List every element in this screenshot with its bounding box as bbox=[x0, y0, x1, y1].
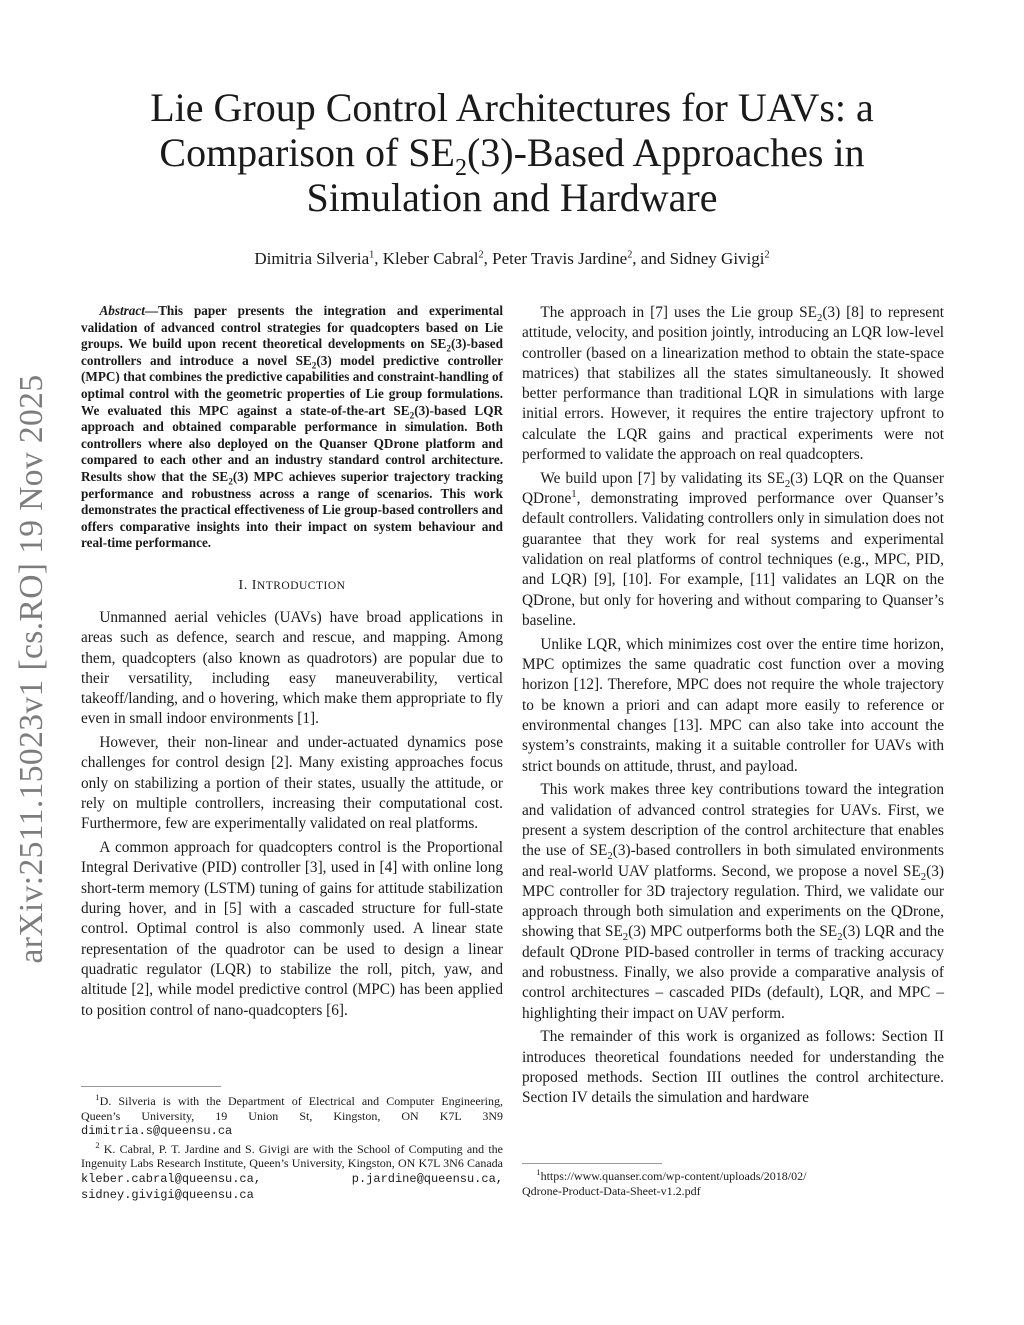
title-line-2-pre: Comparison of SE bbox=[159, 130, 455, 175]
footnote-url-line: https://www.quanser.com/wp-content/uploads/2018/02/ bbox=[540, 1169, 807, 1183]
abstract-text: (3)-based controllers and introduce a novel SE bbox=[81, 336, 503, 368]
subscript: 2 bbox=[622, 931, 629, 944]
paragraph-text: (3) MPC controller for 3D trajectory regulation. Third, we validate our approach through both simulation and experiments on the QDrone, showing that SE bbox=[522, 862, 944, 941]
paragraph bbox=[522, 469, 944, 631]
abstract-text: (3) MPC achieves superior trajectory tracking performance and robustness across a range of scenarios. This work demonstrates the practical effectiveness of Lie group-based controllers and offers comparative insights into their impact on system behaviour and real-time performance. bbox=[81, 468, 503, 551]
abstract-text: —This paper presents the integration and experimental validation of advanced control strategies for quadcopters based on Lie groups. We build upon recent theoretical developments on SE bbox=[81, 303, 503, 352]
footnote-affiliation-1 bbox=[81, 1094, 503, 1139]
abstract-text: (3) model predictive controller (MPC) that combines the predictive capabilities and constraint-handling of optimal control with the geometric properties of Lie group formulations. We evaluated this MPC against a state-of-the-art SE bbox=[81, 352, 503, 418]
author-name: , Peter Travis Jardine bbox=[483, 249, 628, 268]
paragraph: Unmanned aerial vehicles (UAVs) have broad applications in areas such as defence, search and rescue, and mapping. Among them, quadcopters (also known as quadrotors) are popular due to their versatility, including easy maneuverability, vertical takeoff/landing, and o hovering, which make them appropriate to fly even in small indoor environments [1]. bbox=[81, 608, 503, 728]
section-title-initial: I bbox=[251, 577, 257, 593]
subscript: 2 bbox=[311, 360, 317, 371]
arxiv-stamp bbox=[4, 367, 60, 972]
email-address: dimitria.s@queensu.ca bbox=[81, 1124, 233, 1139]
paragraph-text: (3) LQR and the default QDrone PID-based controller in terms of tracking accuracy and robustness. Finally, we also provide a comparative analysis of control architectures – cascaded PIDs (default), LQR, and MPC – highlighting their impact on UAV perform. bbox=[522, 923, 944, 1022]
email-address: kleber.cabral@queensu.ca, p.jardine@queensu.ca, sidney.givigi@queensu.ca bbox=[81, 1171, 503, 1202]
affiliation-mark: 2 bbox=[478, 249, 484, 261]
subscript: 2 bbox=[920, 870, 927, 883]
footnote-mark: 1 bbox=[95, 1093, 100, 1102]
left-column bbox=[81, 303, 503, 1024]
affiliation-mark: 2 bbox=[627, 249, 633, 261]
paragraph: A common approach for quadcopters control is the Proportional Integral Derivative (PID) controller [3], used in [4] with online long short-term memory (LSTM) tuning of gains for attitude stabilization during hover, and in [5] with a cascaded structure for full-state control. Optimal control is also commonly used. A linear state representation of the quadrotor can be used to design a linear quadratic regulator (LQR) to stabilize the roll, pitch, yaw, and altitude [2], while model predictive control (MPC) has been applied to position control of nano-quadcopters [6]. bbox=[81, 839, 503, 1019]
paragraph-text: (3) LQR on the Quanser QDrone bbox=[522, 469, 945, 508]
author-name: Dimitria Silveria bbox=[254, 249, 370, 268]
subscript: 2 bbox=[607, 850, 613, 863]
author-name: , Kleber Cabral bbox=[374, 249, 479, 268]
title-line-2-post: (3)-Based Approaches in bbox=[466, 130, 865, 175]
section-heading-introduction bbox=[81, 578, 503, 594]
subscript: 2 bbox=[446, 343, 451, 354]
author-list bbox=[110, 248, 914, 270]
title-subscript: 2 bbox=[454, 155, 467, 181]
title-line-1: Lie Group Control Architectures for UAVs: a bbox=[150, 85, 874, 130]
footnote-url bbox=[522, 1169, 944, 1198]
paragraph bbox=[522, 303, 944, 465]
footnote-text: K. Cabral, P. T. Jardine and S. Givigi are with the School of Computing and the Ingenuity Labs Research Institute, Queen’s University, Kingston, ON K7L 3N6 Canada bbox=[81, 1141, 503, 1171]
footnote-rule bbox=[81, 1086, 221, 1087]
subscript: 2 bbox=[409, 410, 415, 421]
section-title-rest: NTRODUCTION bbox=[256, 579, 346, 592]
subscript: 2 bbox=[228, 476, 233, 487]
author-name: , and Sidney Givigi bbox=[632, 249, 765, 268]
footnote-mark: 1 bbox=[536, 1168, 541, 1177]
paragraph bbox=[522, 780, 944, 1024]
arxiv-identifier: arXiv:2511.15023v1 [cs.RO] 19 Nov 2025 bbox=[13, 374, 50, 964]
abstract-text: (3)-based LQR approach and obtained comparable performance in simulation. Both controllers where also deployed on the Quanser QDrone platform and compared to each other and an industry standard control architecture. Results show that the SE bbox=[81, 402, 503, 484]
section-number: I. bbox=[238, 577, 252, 593]
paragraph-text: (3) MPC outperforms both the SE bbox=[628, 923, 838, 941]
subscript: 2 bbox=[837, 931, 843, 944]
abstract-label: Abstract bbox=[99, 303, 145, 318]
footnote-mark: 2 bbox=[95, 1140, 100, 1150]
paper-title bbox=[110, 85, 914, 220]
footnotes-left bbox=[81, 1094, 503, 1205]
abstract bbox=[81, 303, 503, 552]
subscript: 2 bbox=[816, 312, 823, 325]
paragraph-text: , demonstrating improved performance over Quanser’s default controllers. Validating controllers only in simulation does not guarantee that they work for real systems and experimental validation on real platforms of control techniques (e.g., MPC, PID, and LQR) [9], [10]. For example, [11] validates an LQR on the QDrone, but only for hovering and without comparing to Quanser’s baseline. bbox=[522, 490, 944, 629]
footnotes-right bbox=[522, 1169, 944, 1201]
paragraph-text: We build upon [7] by validating its SE bbox=[540, 469, 785, 487]
title-line-3: Simulation and Hardware bbox=[306, 175, 718, 220]
affiliation-mark: 1 bbox=[369, 249, 375, 261]
paragraph-text: This work makes three key contributions toward the integration and validation of advanced control strategies for UAVs. First, we present a system description of the control architecture that enables the use of SE bbox=[522, 781, 944, 860]
affiliation-mark: 2 bbox=[764, 249, 770, 261]
footnote-url-line: Qdrone-Product-Data-Sheet-v1.2.pdf bbox=[522, 1183, 701, 1198]
right-column bbox=[522, 303, 944, 1112]
paragraph-text: The approach in [7] uses the Lie group SE bbox=[540, 304, 817, 321]
subscript: 2 bbox=[784, 477, 791, 490]
paragraph: Unlike LQR, which minimizes cost over the entire time horizon, MPC optimizes the same quadratic cost function over a moving horizon [12]. Therefore, MPC does not require the whole trajectory to be known a priori and can adapt more easily to reference or environmental changes [13]. MPC can also take into account the system’s constraints, making it a suitable controller for UAVs with strict bounds on attitude, thrust, and payload. bbox=[522, 635, 944, 775]
paragraph: However, their non-linear and under-actuated dynamics pose challenges for control design [2]. Many existing approaches focus only on stabilizing a portion of their states, usually the attitude, or rely on multiple controllers, increasing their computational cost. Furthermore, few are experimentally validated on real platforms. bbox=[81, 734, 503, 833]
footnote-mark: 1 bbox=[571, 488, 577, 501]
paragraph-text: (3)-based controllers in both simulated environments and real-world UAV platforms. Second, we propose a novel SE bbox=[522, 842, 944, 880]
paragraph: The remainder of this work is organized as follows: Section II introduces theoretical foundations needed for understanding the proposed methods. Section III outlines the control architecture. Section IV details the simulation and hardware bbox=[522, 1028, 944, 1107]
footnote-affiliation-2 bbox=[81, 1142, 503, 1202]
footnote-text: D. Silveria is with the Department of Electrical and Computer Engineering, Queen’s University, 19 Union St, Kingston, ON K7L 3N9 bbox=[81, 1094, 503, 1123]
paragraph-text: (3) [8] to represent attitude, velocity, and position jointly, introducing an LQR low-level controller (based on a linearization method to obtain the state-space matrices) that stabilizes all the states simultaneously. It showed better performance than traditional LQR in simulations with large initial errors. However, it requires the entire trajectory upfront to calculate the LQR gains and practical experiments were not performed to validate the approach on real quadcopters. bbox=[522, 304, 944, 464]
footnote-rule bbox=[522, 1163, 662, 1164]
